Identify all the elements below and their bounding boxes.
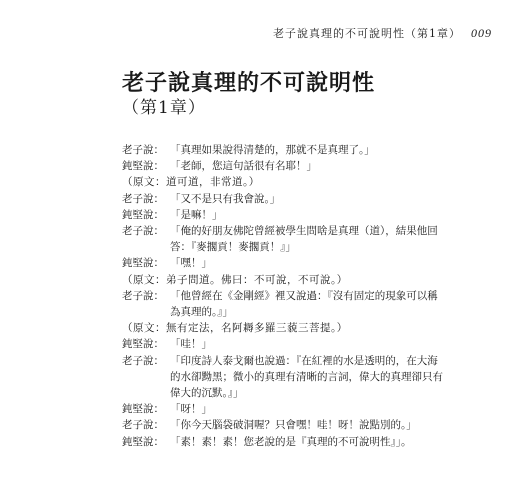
dialogue-line [122, 158, 492, 174]
speech: 「他曾經在《金剛經》裡又說過：『沒有固定的現象可以稱 [170, 289, 438, 302]
speech: 「哇！」 [170, 338, 212, 351]
chapter-subtitle: （第1章） [122, 98, 206, 118]
speech-continuation: 的水卻黝黑；微小的真理有清晰的言詞，偉大的真理卻只有 [170, 370, 443, 383]
dialogue-body [122, 142, 492, 450]
speech: 「你今天腦袋破洞喔？只會嘿！哇！呀！說點別的。」 [170, 419, 417, 432]
original-text-note: （原文：弟子問道。佛曰：不可說，不可說。） [122, 273, 348, 286]
speaker: 鈍堅說： [122, 257, 164, 270]
speech: 「呀！」 [170, 403, 212, 416]
speech: 「印度詩人泰戈爾也說過：『在紅裡的水是透明的，在大海 [170, 354, 438, 367]
speaker: 鈍堅說： [122, 338, 164, 351]
running-header [273, 25, 492, 41]
speaker: 老子說： [122, 289, 164, 302]
chapter-title: 老子說真理的不可說明性 [122, 70, 376, 96]
speech: 「老師，您這句話很有名耶！」 [170, 160, 317, 173]
speaker: 鈍堅說： [122, 160, 164, 173]
speaker: 老子說： [122, 144, 164, 156]
dialogue-line [122, 255, 492, 271]
dialogue-line [122, 336, 492, 352]
original-text-note: （原文：無有定法，名阿耨多羅三藐三菩提。） [122, 322, 348, 335]
page-number: 009 [471, 26, 492, 40]
speaker: 鈍堅說： [122, 208, 164, 221]
speaker: 鈍堅說： [122, 435, 164, 448]
speaker: 老子說： [122, 419, 164, 432]
dialogue-line [122, 353, 492, 369]
speech: 「素！素！素！您老說的是『真理的不可說明性』」。 [170, 435, 412, 448]
dialogue-line [122, 288, 492, 304]
speaker: 鈍堅說： [122, 403, 164, 416]
speaker: 老子說： [122, 192, 164, 205]
dialogue-line [122, 401, 492, 417]
speech: 「又不是只有我會說。」 [170, 192, 281, 205]
original-text-note: （原文：道可道，非常道。） [122, 176, 260, 189]
dialogue-line [122, 223, 492, 239]
speaker: 老子說： [122, 354, 164, 367]
speech: 「嘿！」 [170, 257, 212, 270]
speaker: 老子說： [122, 225, 164, 238]
speech-continuation: 偉大的沉默。』」 [170, 387, 244, 400]
speech-continuation: 為真理的。』」 [170, 306, 233, 319]
speech: 「真理如果說得清楚的，那就不是真理了。」 [170, 144, 375, 156]
running-title: 老子說真理的不可說明性（第1章） [273, 27, 461, 40]
speech: 「俺的好朋友佛陀曾經被學生問啥是真理（道），結果他回 [170, 225, 438, 238]
dialogue-line [122, 142, 492, 158]
dialogue-line [122, 191, 492, 207]
dialogue-line [122, 207, 492, 223]
dialogue-line [122, 434, 492, 450]
speech: 「是嘛！」 [170, 208, 223, 221]
speech-continuation: 答：『麥擱貢！麥擱貢！』」 [170, 241, 296, 254]
dialogue-line [122, 417, 492, 433]
